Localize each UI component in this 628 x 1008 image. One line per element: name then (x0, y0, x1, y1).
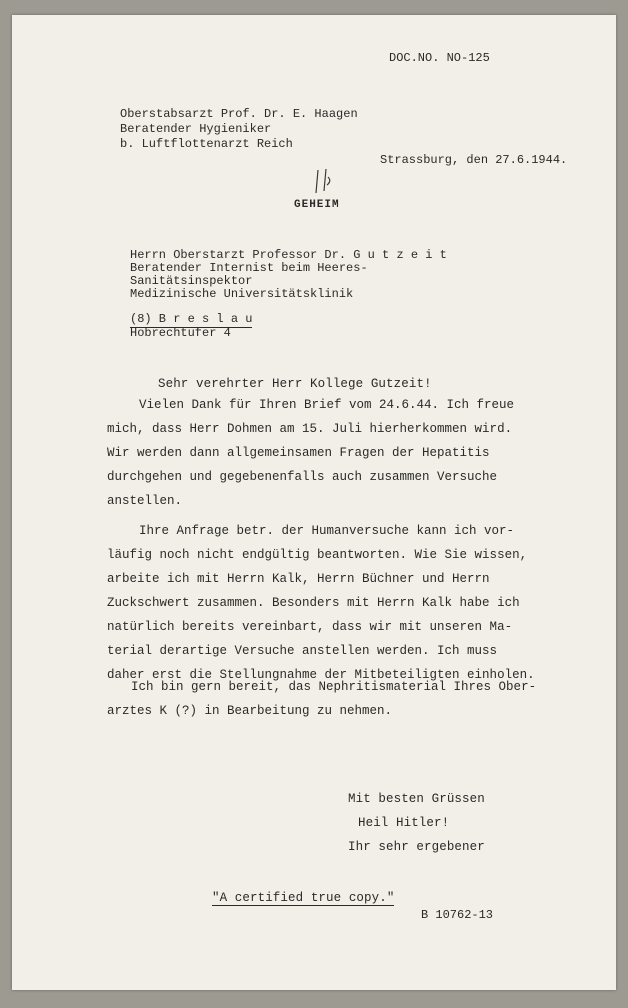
recipient-line-3: Sanitätsinspektor (130, 274, 253, 288)
sender-line-2: Beratender Hygieniker (120, 122, 272, 136)
exhibit-number: B 10762-13 (421, 908, 494, 922)
recipient-city-text: (8) B r e s l a u (130, 312, 253, 326)
closing-line-1: Mit besten Grüssen (348, 792, 485, 806)
certified-copy-stamp (212, 891, 394, 905)
recipient-street: Hobrechtufer 4 (130, 326, 231, 340)
paragraph-1-line-4: durchgehen und gegebenenfalls auch zusammen Versuche (107, 470, 498, 484)
handwritten-mark (310, 167, 340, 200)
paragraph-2-line-4: Zuckschwert zusammen. Besonders mit Herrn Kalk habe ich (107, 596, 520, 610)
paragraph-2-line-5: natürlich bereits vereinbart, dass wir mit unseren Ma- (107, 620, 513, 634)
sender-block (120, 107, 358, 152)
closing-line-2: Heil Hitler! (358, 816, 450, 830)
document-page (12, 15, 616, 990)
paragraph-1-line-3: Wir werden dann allgemeinsamen Fragen der Hepatitis (107, 446, 490, 460)
paragraph-1-line-5: anstellen. (107, 494, 183, 508)
dateline: Strassburg, den 27.6.1944. (380, 153, 568, 167)
recipient-line-4: Medizinische Universitätsklinik (130, 287, 354, 301)
greeting: Sehr verehrter Herr Kollege Gutzeit! (158, 377, 432, 391)
closing-line-3: Ihr sehr ergebener (348, 840, 485, 854)
sender-line-3: b. Luftflottenarzt Reich (120, 137, 293, 151)
certified-copy-text: "A certified true copy." (212, 891, 395, 905)
paragraph-3-line-1: Ich bin gern bereit, das Nephritismaterial Ihres Ober- (131, 680, 537, 694)
recipient-block (130, 248, 447, 300)
paragraph-1-line-2: mich, dass Herr Dohmen am 15. Juli hierherkommen wird. (107, 422, 513, 436)
recipient-city (130, 312, 252, 326)
document-number: DOC.NO. NO-125 (389, 51, 490, 65)
paragraph-2-line-3: arbeite ich mit Herrn Kalk, Herrn Büchner und Herrn (107, 572, 490, 586)
sender-line-1: Oberstabsarzt Prof. Dr. E. Haagen (120, 107, 358, 121)
paragraph-2-line-6: terial derartige Versuche anstellen werden. Ich muss (107, 644, 498, 658)
recipient-line-1: Herrn Oberstarzt Professor Dr. G u t z e i t (130, 248, 447, 262)
recipient-line-2: Beratender Internist beim Heeres- (130, 261, 368, 275)
paragraph-2-line-7: daher erst die Stellungnahme der Mitbeteiligten einholen. (107, 668, 535, 682)
secret-mark: GEHEIM (294, 199, 340, 211)
paragraph-1-line-1: Vielen Dank für Ihren Brief vom 24.6.44. Ich freue (139, 398, 515, 412)
paragraph-2-line-1: Ihre Anfrage betr. der Humanversuche kann ich vor- (139, 524, 515, 538)
paragraph-2-line-2: läufig noch nicht endgültig beantworten. Wie Sie wissen, (107, 548, 528, 562)
paragraph-3-line-2: arztes K (?) in Bearbeitung zu nehmen. (107, 704, 393, 718)
